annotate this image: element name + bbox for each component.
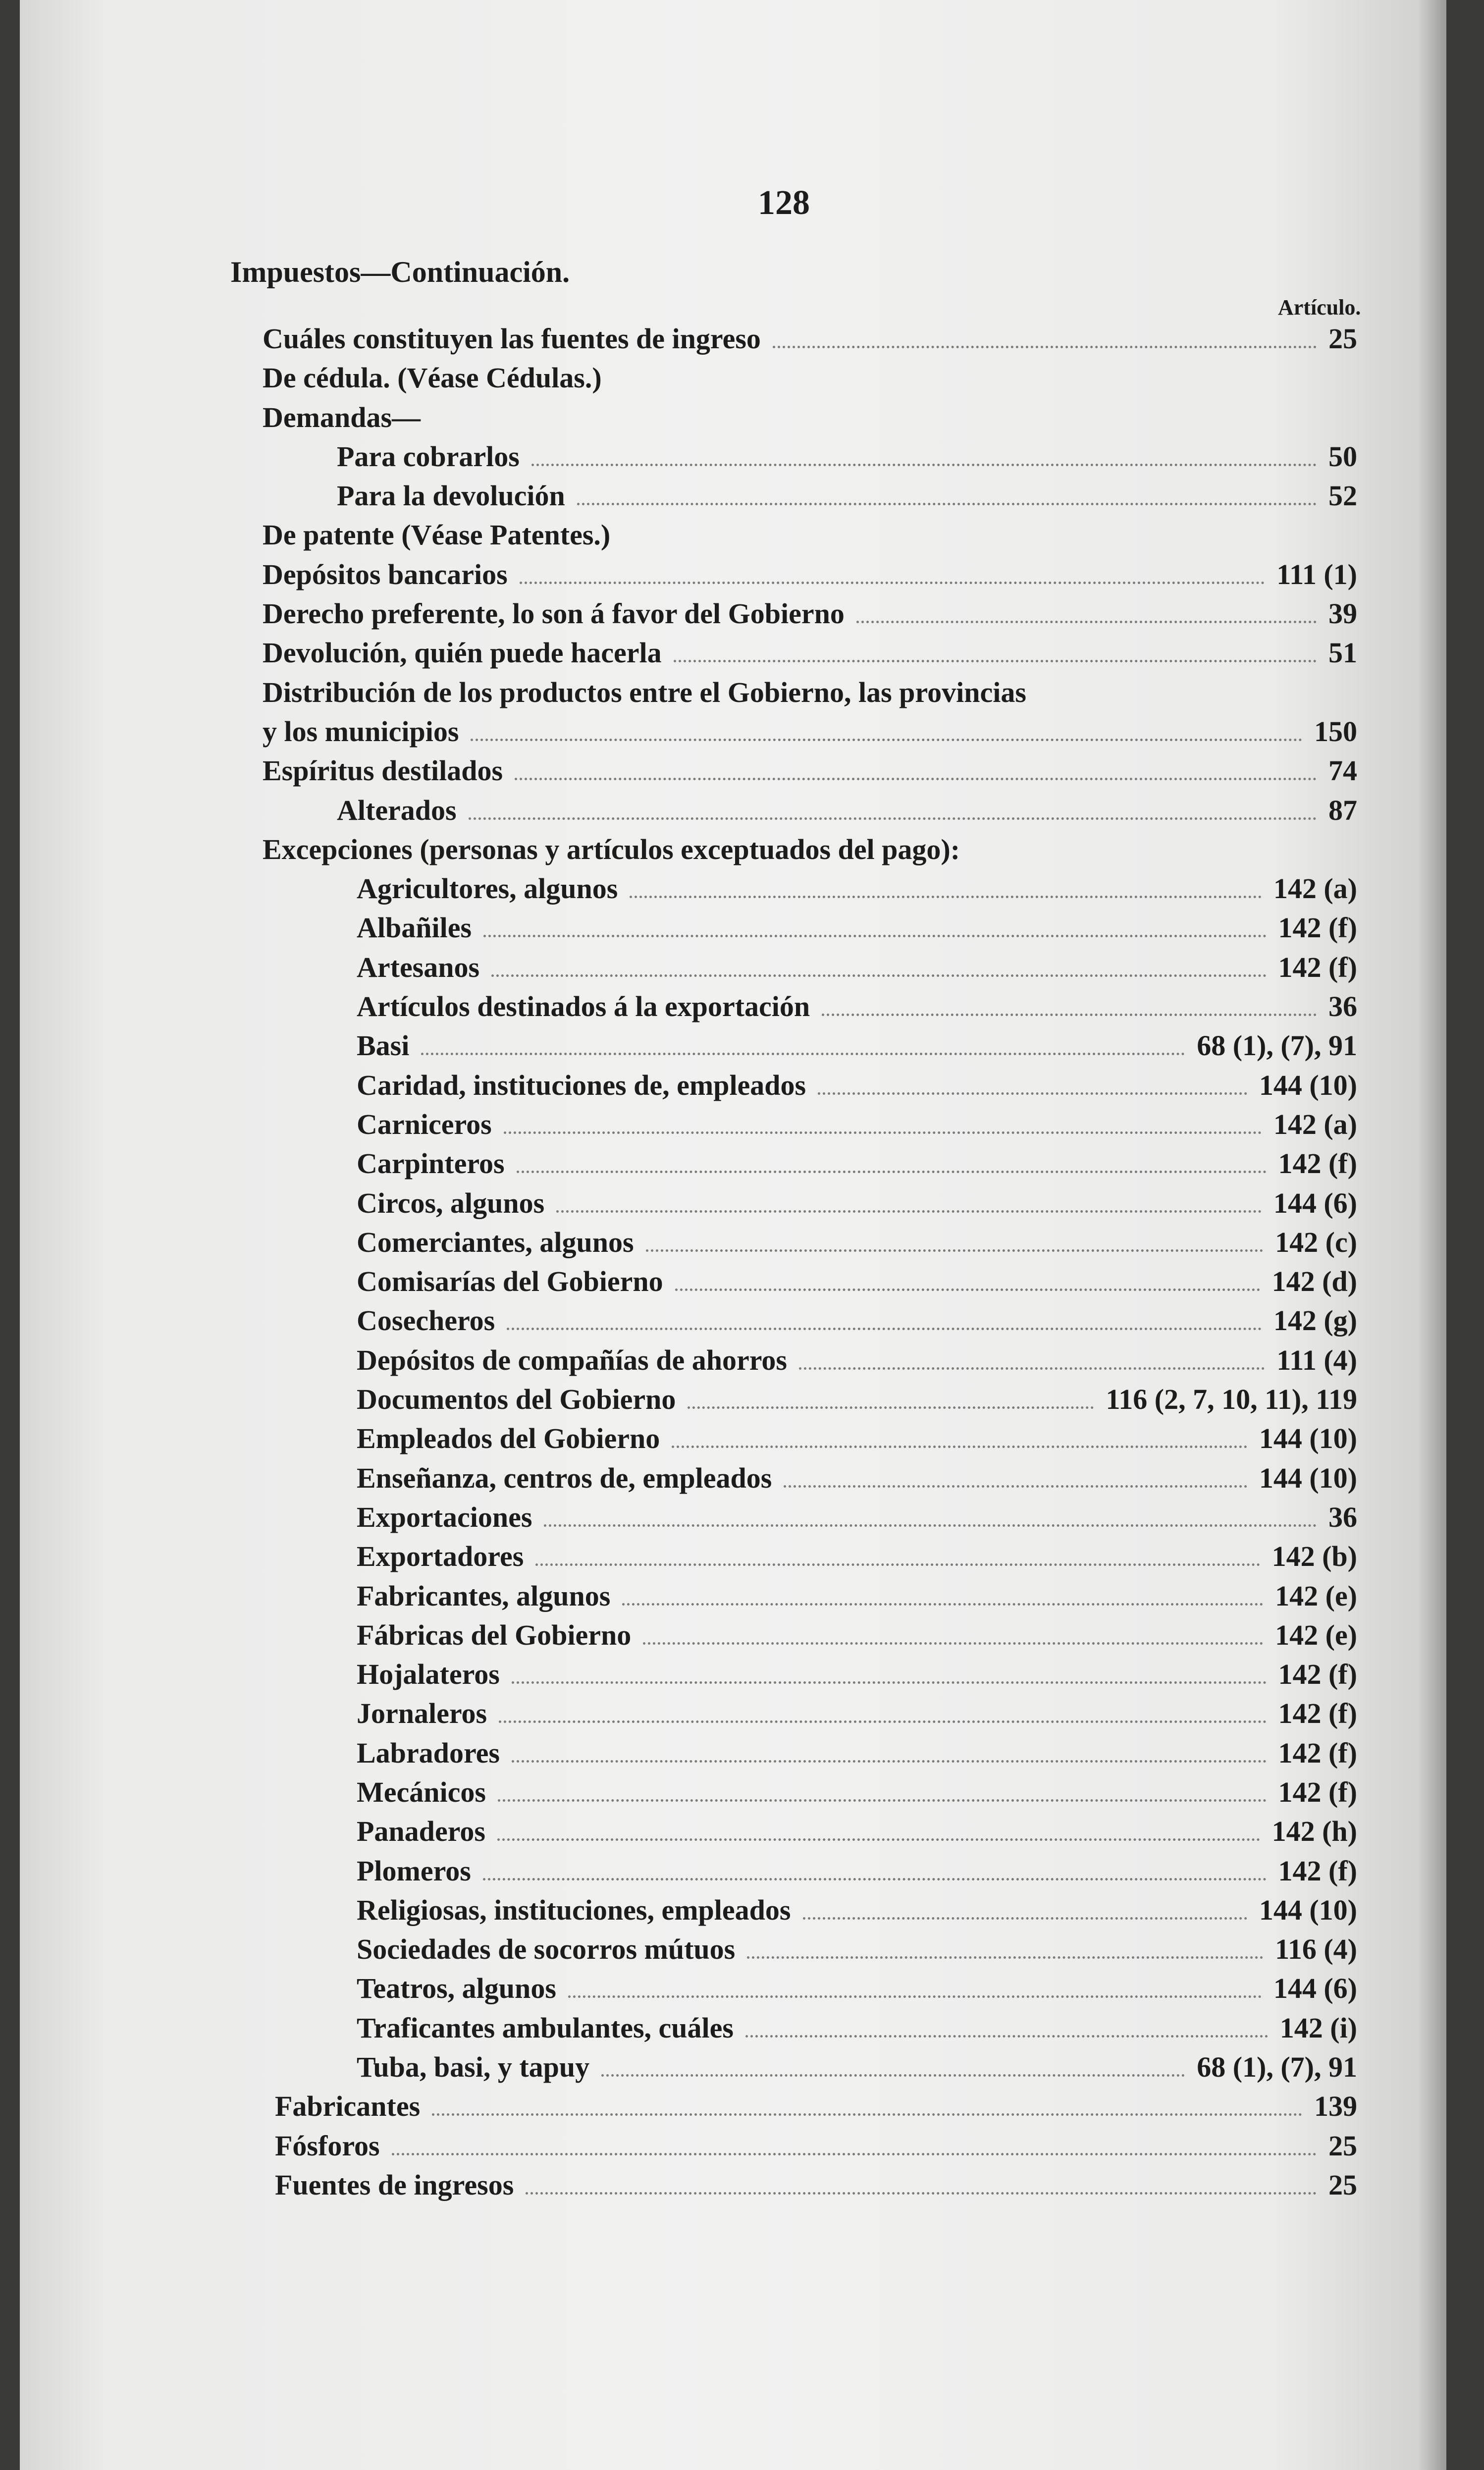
index-entry: [20, 1540, 1446, 1579]
entry-article-ref: 142 (a): [1273, 1108, 1357, 1140]
entry-label: Panaderos: [357, 1815, 485, 1848]
index-entry: [20, 1854, 1446, 1893]
entry-article-ref: 150: [1314, 715, 1357, 748]
dot-leader: [799, 1367, 1265, 1370]
entry-label: Albañiles: [357, 912, 472, 944]
dot-leader: [822, 1014, 1317, 1016]
entry-label: Artículos destinados á la exportación: [357, 990, 810, 1023]
entry-article-ref: 142 (e): [1275, 1579, 1357, 1612]
entry-article-ref: 87: [1328, 794, 1357, 826]
dot-leader: [818, 1092, 1247, 1095]
dot-leader: [483, 935, 1266, 937]
index-entry: [20, 1815, 1446, 1854]
entry-article-ref: 144 (10): [1259, 1422, 1357, 1455]
entry-label: Sociedades de socorros mútuos: [357, 1933, 736, 1966]
entry-article-ref: 144 (6): [1273, 1186, 1357, 1219]
entry-label: Empleados del Gobierno: [357, 1422, 660, 1455]
entry-label: Cuáles constituyen las fuentes de ingreso: [263, 322, 761, 355]
dot-leader: [491, 974, 1266, 977]
index-entry: [20, 1461, 1446, 1501]
dot-leader: [507, 1328, 1262, 1330]
dot-leader: [515, 778, 1317, 780]
index-entry: [20, 754, 1446, 793]
index-entry: [20, 2168, 1446, 2207]
entry-article-ref: 68 (1), (7), 91: [1197, 2051, 1357, 2084]
dot-leader: [643, 1642, 1263, 1645]
index-entry: [20, 1383, 1446, 1422]
index-entry: [20, 1618, 1446, 1658]
entry-label: Circos, algunos: [357, 1186, 545, 1219]
entry-label: Alterados: [337, 794, 457, 826]
entry-label: Traficantes ambulantes, cuáles: [357, 2011, 734, 2044]
column-header-articulo: Artículo.: [1278, 295, 1361, 320]
entry-article-ref: 142 (c): [1275, 1226, 1357, 1258]
entry-label: Devolución, quién puede hacerla: [263, 637, 662, 669]
index-entries: [20, 322, 1446, 2207]
entry-label: Derecho preferente, lo son á favor del Gobierno: [263, 597, 845, 630]
index-entry: [20, 2050, 1446, 2090]
index-entry: [20, 990, 1446, 1029]
section-heading: Impuestos—Continuación.: [230, 256, 570, 288]
entry-article-ref: 116 (2, 7, 10, 11), 119: [1106, 1383, 1357, 1416]
entry-article-ref: 142 (g): [1273, 1304, 1357, 1337]
dot-leader: [483, 1878, 1267, 1880]
dot-leader: [392, 2153, 1317, 2155]
index-entry: [20, 440, 1446, 479]
dot-leader: [471, 739, 1302, 741]
dot-leader: [601, 2074, 1185, 2077]
dot-leader: [544, 1524, 1317, 1527]
index-entry: [20, 1933, 1446, 1972]
entry-article-ref: 142 (f): [1278, 1775, 1357, 1808]
page-number: 128: [758, 184, 810, 222]
entry-article-ref: 142 (f): [1278, 1854, 1357, 1887]
index-entry: [20, 1147, 1446, 1186]
dot-leader: [577, 503, 1317, 505]
dot-leader: [688, 1406, 1094, 1409]
entry-article-ref: 142 (i): [1279, 2011, 1357, 2044]
index-entry: [20, 1343, 1446, 1383]
entry-label: Comisarías del Gobierno: [357, 1265, 663, 1298]
dot-leader: [672, 1446, 1247, 1448]
entry-label: Fabricantes: [275, 2090, 421, 2123]
index-entry: [20, 1186, 1446, 1226]
entry-article-ref: 142 (e): [1275, 1618, 1357, 1651]
dot-leader: [498, 1799, 1267, 1802]
entry-label: Plomeros: [357, 1854, 471, 1887]
index-entry: [20, 676, 1446, 715]
dot-leader: [526, 2192, 1317, 2195]
entry-label: Documentos del Gobierno: [357, 1383, 676, 1416]
entry-article-ref: 142 (d): [1272, 1265, 1357, 1298]
dot-leader: [531, 464, 1317, 466]
index-entry: [20, 1697, 1446, 1736]
dot-leader: [517, 1171, 1267, 1173]
entry-label: Tuba, basi, y tapuy: [357, 2051, 590, 2084]
entry-article-ref: 142 (a): [1273, 872, 1357, 905]
index-entry: [20, 1579, 1446, 1618]
dot-leader: [856, 621, 1317, 623]
entry-label: Agricultores, algunos: [357, 872, 618, 905]
index-entry: [20, 558, 1446, 597]
entry-label: Fabricantes, algunos: [357, 1579, 611, 1612]
dot-leader: [745, 2035, 1268, 2038]
entry-article-ref: 36: [1328, 990, 1357, 1023]
entry-label: Jornaleros: [357, 1697, 487, 1730]
index-entry: [20, 2011, 1446, 2050]
entry-label: Para la devolución: [337, 480, 565, 512]
entry-label: Exportaciones: [357, 1501, 532, 1533]
entry-article-ref: 144 (10): [1259, 1893, 1357, 1926]
index-entry: [20, 1501, 1446, 1540]
entry-article-ref: 139: [1314, 2090, 1357, 2123]
index-entry: [20, 951, 1446, 990]
dot-leader: [674, 660, 1317, 662]
index-entry: [20, 833, 1446, 872]
entry-label: Comerciantes, algunos: [357, 1226, 634, 1258]
entry-article-ref: 142 (f): [1278, 1736, 1357, 1769]
dot-leader: [784, 1485, 1247, 1488]
entry-label: Enseñanza, centros de, empleados: [357, 1461, 772, 1494]
entry-label: Exportadores: [357, 1540, 524, 1573]
entry-article-ref: 36: [1328, 1501, 1357, 1533]
entry-article-ref: 142 (f): [1278, 1697, 1357, 1730]
dot-leader: [499, 1720, 1266, 1723]
entry-article-ref: 74: [1328, 754, 1357, 787]
index-entry: [20, 1304, 1446, 1343]
dot-leader: [803, 1917, 1247, 1920]
index-entry: [20, 597, 1446, 636]
entry-label: Religiosas, instituciones, empleados: [357, 1893, 791, 1926]
index-entry: [20, 1029, 1446, 1068]
entry-article-ref: 51: [1328, 637, 1357, 669]
index-entry: [20, 1893, 1446, 1933]
entry-label: Excepciones (personas y artículos exceptuados del pago):: [263, 833, 960, 865]
entry-article-ref: 142 (f): [1278, 951, 1357, 983]
index-entry: [20, 2129, 1446, 2168]
entry-label: Mecánicos: [357, 1775, 486, 1808]
index-entry: [20, 911, 1446, 950]
dot-leader: [646, 1249, 1264, 1252]
entry-label: Cosecheros: [357, 1304, 495, 1337]
index-entry: [20, 401, 1446, 440]
dot-leader: [432, 2113, 1302, 2116]
entry-label: Teatros, algunos: [357, 1972, 556, 2005]
index-entry: [20, 1775, 1446, 1815]
index-entry: [20, 1265, 1446, 1304]
index-entry: [20, 361, 1446, 400]
entry-label: y los municipios: [263, 715, 459, 748]
entry-label: De patente (Véase Patentes.): [263, 519, 611, 551]
index-entry: [20, 518, 1446, 557]
index-entry: [20, 1108, 1446, 1147]
entry-article-ref: 144 (6): [1273, 1972, 1357, 2005]
entry-label: Caridad, instituciones de, empleados: [357, 1069, 806, 1101]
index-entry: [20, 1658, 1446, 1697]
entry-article-ref: 25: [1328, 2168, 1357, 2201]
entry-label: De cédula. (Véase Cédulas.): [263, 362, 602, 394]
entry-article-ref: 25: [1328, 2129, 1357, 2162]
index-entry: [20, 636, 1446, 675]
entry-article-ref: 39: [1328, 597, 1357, 630]
dot-leader: [512, 1760, 1267, 1763]
dot-leader: [504, 1131, 1262, 1134]
dot-leader: [773, 346, 1317, 348]
entry-article-ref: 142 (f): [1278, 912, 1357, 944]
entry-article-ref: 144 (10): [1259, 1461, 1357, 1494]
dot-leader: [556, 1210, 1262, 1213]
dot-leader: [568, 1995, 1262, 1998]
entry-label: Basi: [357, 1029, 410, 1062]
entry-article-ref: 116 (4): [1275, 1933, 1357, 1966]
entry-article-ref: 25: [1328, 322, 1357, 355]
index-entry: [20, 1226, 1446, 1265]
dot-leader: [622, 1603, 1263, 1606]
entry-label: Distribución de los productos entre el Gobierno, las provincias: [263, 676, 1026, 708]
entry-label: Fósforos: [275, 2129, 380, 2162]
dot-leader: [469, 817, 1317, 820]
entry-article-ref: 144 (10): [1259, 1069, 1357, 1101]
entry-article-ref: 111 (4): [1276, 1343, 1357, 1376]
index-entry: [20, 1422, 1446, 1461]
entry-article-ref: 142 (f): [1278, 1147, 1357, 1180]
entry-label: Hojalateros: [357, 1658, 500, 1691]
entry-article-ref: 142 (h): [1272, 1815, 1357, 1848]
entry-label: Para cobrarlos: [337, 440, 520, 473]
entry-article-ref: 111 (1): [1276, 558, 1357, 591]
index-entry: [20, 2090, 1446, 2129]
entry-label: Fuentes de ingresos: [275, 2168, 514, 2201]
index-entry: [20, 872, 1446, 911]
entry-label: Demandas—: [263, 401, 421, 433]
dot-leader: [520, 582, 1265, 584]
dot-leader: [747, 1956, 1263, 1959]
entry-label: Labradores: [357, 1736, 500, 1769]
dot-leader: [535, 1563, 1260, 1566]
entry-label: Carpinteros: [357, 1147, 505, 1180]
entry-label: Espíritus destilados: [263, 754, 503, 787]
index-entry: [20, 715, 1446, 754]
dot-leader: [421, 1053, 1185, 1055]
entry-label: Artesanos: [357, 951, 480, 983]
entry-article-ref: 68 (1), (7), 91: [1197, 1029, 1357, 1062]
index-entry: [20, 1972, 1446, 2011]
index-entry: [20, 1736, 1446, 1775]
entry-article-ref: 50: [1328, 440, 1357, 473]
dot-leader: [512, 1681, 1267, 1684]
index-entry: [20, 794, 1446, 833]
entry-label: Depósitos de compañías de ahorros: [357, 1343, 787, 1376]
entry-label: Depósitos bancarios: [263, 558, 508, 591]
index-entry: [20, 479, 1446, 518]
index-entry: [20, 322, 1446, 361]
entry-article-ref: 142 (b): [1272, 1540, 1357, 1573]
book-page: [20, 0, 1446, 2470]
entry-label: Fábricas del Gobierno: [357, 1618, 632, 1651]
entry-article-ref: 52: [1328, 480, 1357, 512]
dot-leader: [497, 1838, 1260, 1841]
dot-leader: [630, 896, 1261, 898]
entry-article-ref: 142 (f): [1278, 1658, 1357, 1691]
dot-leader: [675, 1289, 1260, 1291]
entry-label: Carniceros: [357, 1108, 492, 1140]
index-entry: [20, 1069, 1446, 1108]
